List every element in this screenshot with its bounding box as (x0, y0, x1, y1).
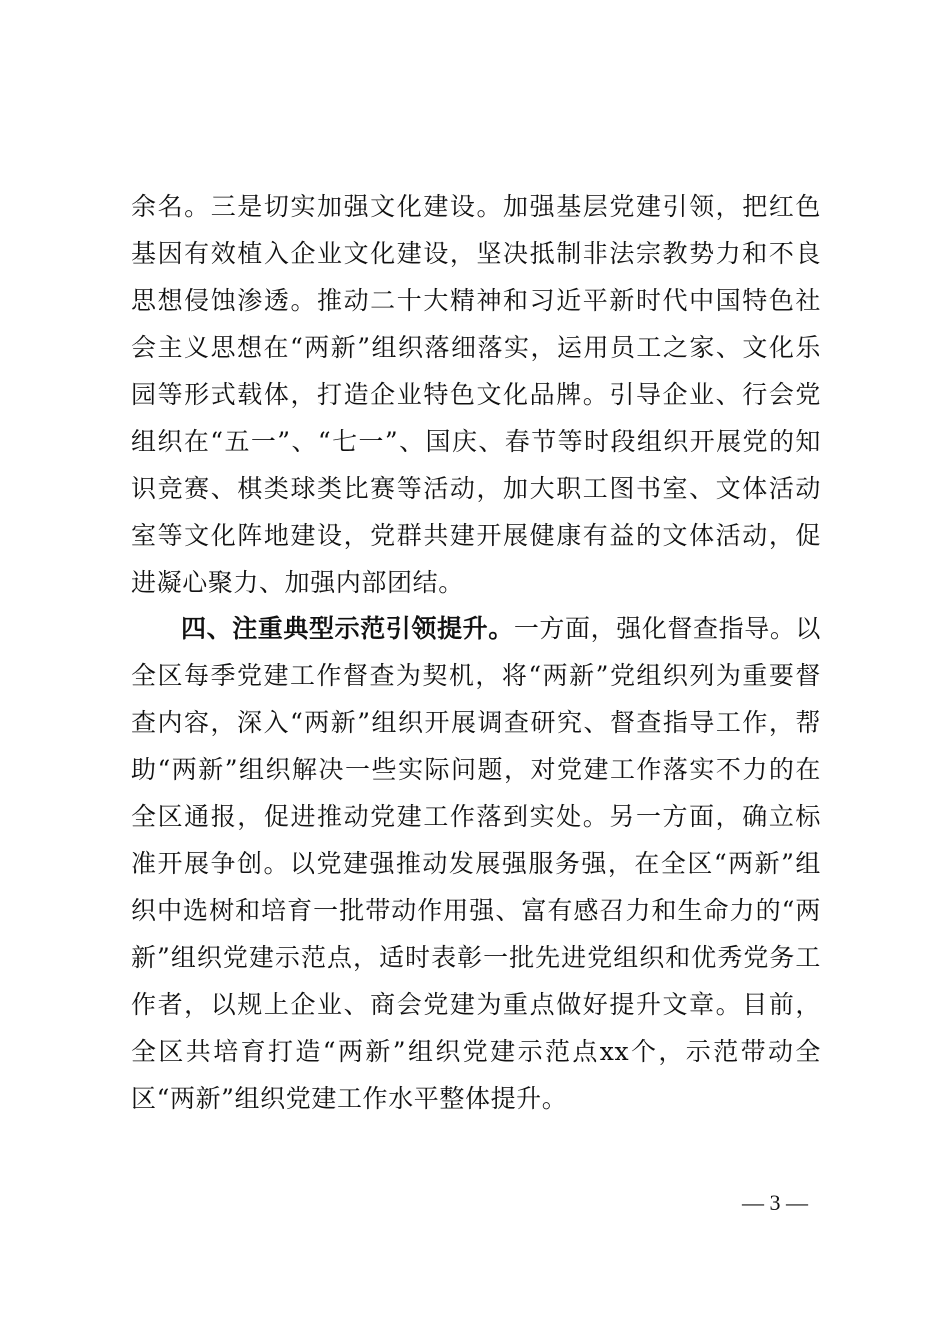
section-heading-four: 四、注重典型示范引领提升。 (181, 614, 514, 643)
body-paragraph-culture-building: 余名。三是切实加强文化建设。加强基层党建引领，把红色基因有效植入企业文化建设，坚决抵制非法宗教势力和不良思想侵蚀渗透。推动二十大精神和习近平新时代中国特色社会主义思想在“两新”组织落细落实，运用员工之家、文化乐园等形式载体，打造企业特色文化品牌。引导企业、行会党组织在“五一”、“七一”、国庆、春节等时段组织开展党的知识竞赛、棋类球类比赛等活动，加大职工图书室、文体活动室等文化阵地建设，党群共建开展健康有益的文体活动，促进凝心聚力、加强内部团结。 (131, 192, 821, 597)
body-paragraph-demonstration (131, 605, 821, 1122)
page-number: — 3 — (742, 1190, 808, 1215)
section-body-four: 一方面，强化督查指导。以全区每季党建工作督查为契机，将“两新”党组织列为重要督查内容，深入“两新”组织开展调查研究、督查指导工作，帮助“两新”组织解决一些实际问题，对党建工作落实不力的在全区通报，促进推动党建工作落到实处。另一方面，确立标准开展争创。以党建强推动发展强服务强，在全区“两新”组织中选树和培育一批带动作用强、富有感召力和生命力的“两新”组织党建示范点，适时表彰一批先进党组织和优秀党务工作者，以规上企业、商会党建为重点做好提升文章。目前，全区共培育打造“两新”组织党建示范点xx个，示范带动全区“两新”组织党建工作水平整体提升。 (131, 614, 822, 1113)
